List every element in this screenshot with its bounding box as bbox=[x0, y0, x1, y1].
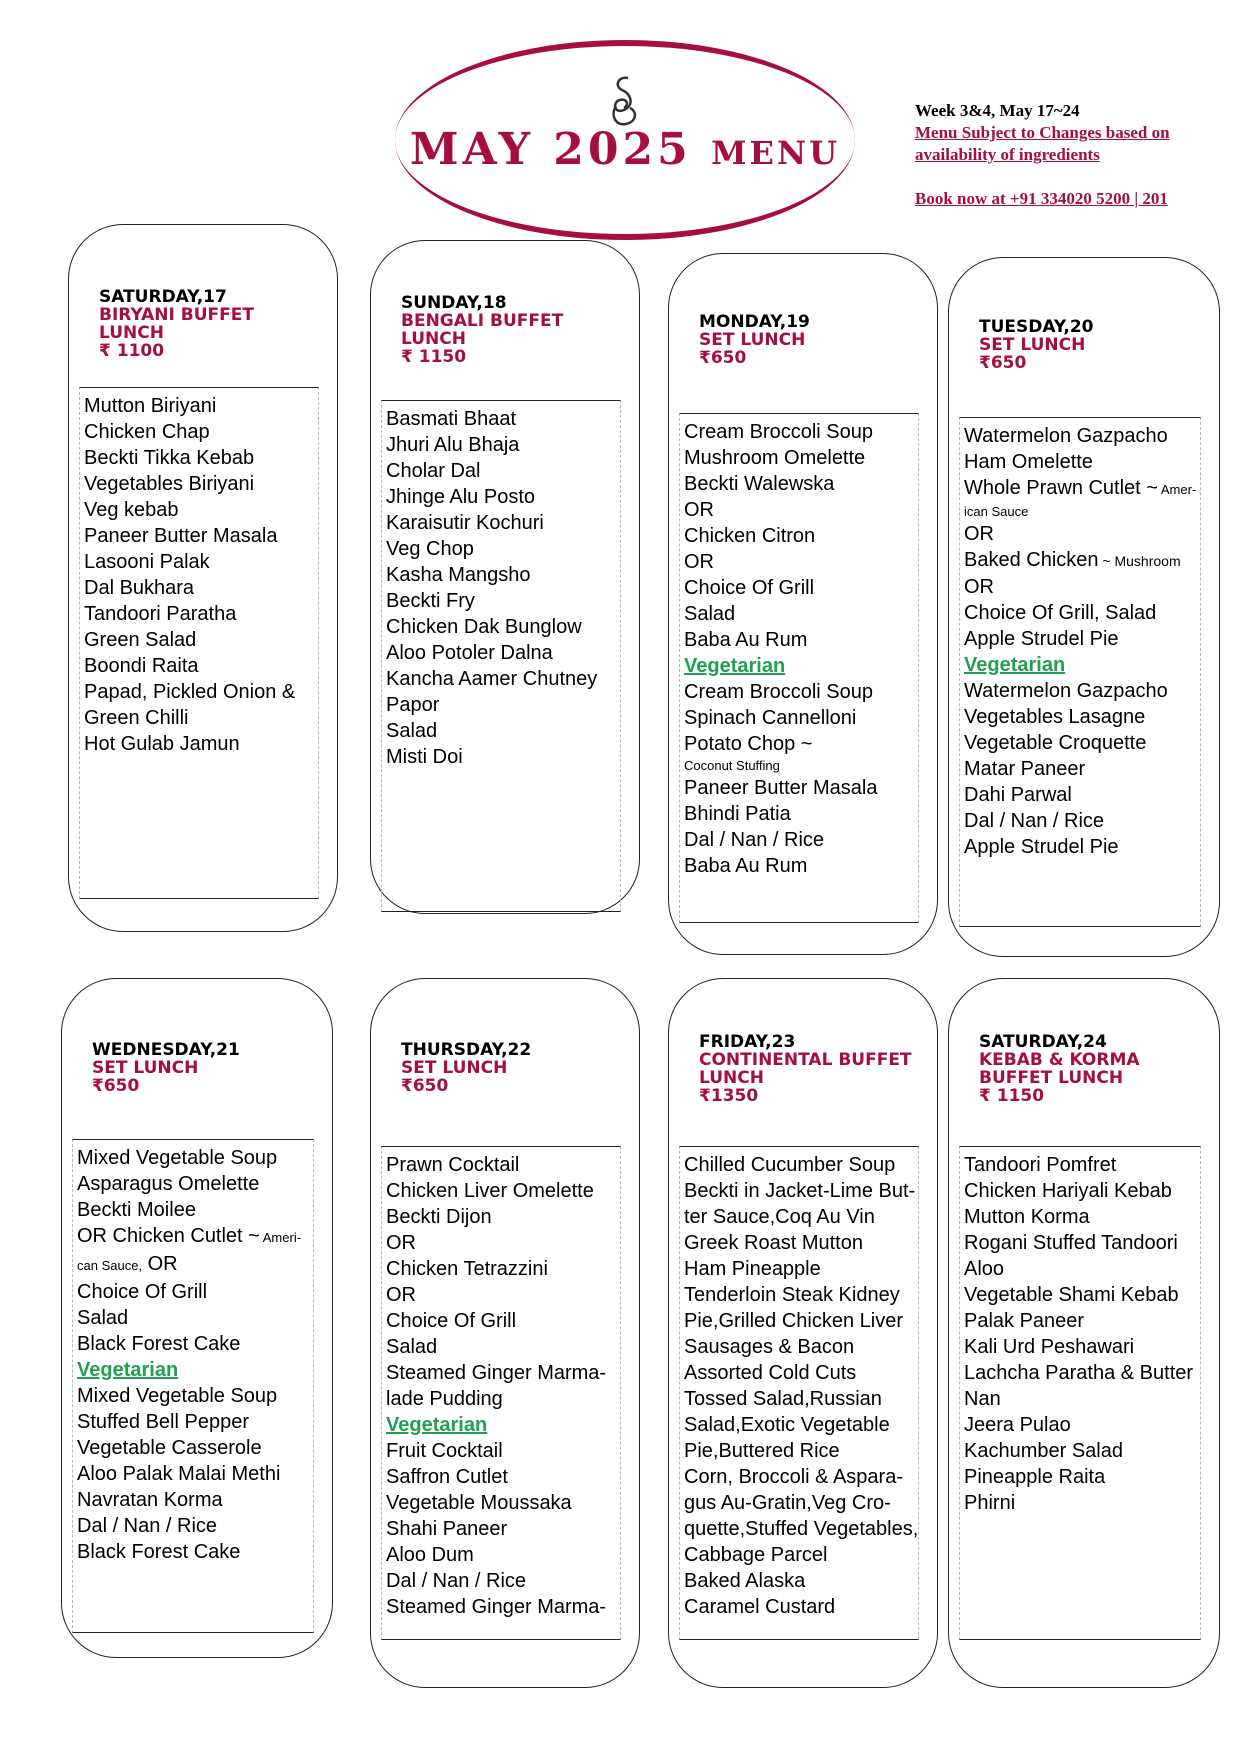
menu-item: Cream Broccoli Soup bbox=[684, 421, 873, 443]
menu-item: Jhinge Alu Posto bbox=[386, 486, 535, 508]
price: ₹650 bbox=[979, 353, 1027, 373]
menu-item: Salad bbox=[386, 720, 438, 742]
menu-item: Salad,Exotic Vegetable bbox=[684, 1414, 890, 1436]
menu-item: Vegetable Croquette bbox=[964, 732, 1147, 754]
price: ₹ 1150 bbox=[401, 347, 467, 367]
price: ₹1350 bbox=[699, 1086, 759, 1106]
menu-list bbox=[959, 1146, 1201, 1640]
menu-item: Ham Omelette bbox=[964, 451, 1093, 473]
menu-item: Chicken Dak Bunglow bbox=[386, 616, 582, 638]
menu-item: Chicken Tetrazzini bbox=[386, 1258, 548, 1280]
menu-item: ter Sauce,Coq Au Vin bbox=[684, 1206, 875, 1228]
page-title: MAY 2025 MENU bbox=[409, 124, 841, 175]
menu-item: Cholar Dal bbox=[386, 460, 481, 482]
menu-item: Tandoori Paratha bbox=[84, 603, 237, 625]
menu-item: Kancha Aamer Chutney bbox=[386, 668, 598, 690]
card-header bbox=[699, 313, 917, 367]
card-header bbox=[99, 288, 317, 360]
price: ₹ 1150 bbox=[979, 1086, 1045, 1106]
menu-item: Prawn Cocktail bbox=[386, 1154, 520, 1176]
vegetarian-heading: Vegetarian bbox=[386, 1414, 488, 1436]
menu-item: Beckti Moilee bbox=[77, 1199, 196, 1221]
vegetarian-heading: Vegetarian bbox=[964, 654, 1066, 676]
menu-item: Dal / Nan / Rice bbox=[77, 1515, 218, 1537]
menu-item: OR bbox=[964, 523, 994, 545]
day-card-tuesday-20 bbox=[948, 257, 1220, 957]
menu-item: Mushroom Omelette bbox=[684, 447, 866, 469]
price: ₹650 bbox=[92, 1076, 140, 1096]
menu-item: Dal / Nan / Rice bbox=[684, 829, 825, 851]
menu-item: Dal / Nan / Rice bbox=[964, 810, 1105, 832]
menu-item: Choice Of Grill bbox=[77, 1281, 208, 1303]
menu-item: Dahi Parwal bbox=[964, 784, 1072, 806]
day-label: FRIDAY,23 bbox=[699, 1032, 796, 1052]
menu-item: Beckti in Jacket-Lime But- bbox=[684, 1180, 916, 1202]
menu-item: Lasooni Palak bbox=[84, 551, 210, 573]
menu-item: Jhuri Alu Bhaja bbox=[386, 434, 520, 456]
menu-item: Choice Of Grill, Salad bbox=[964, 602, 1157, 624]
card-header bbox=[401, 294, 619, 366]
menu-item: Beckti Fry bbox=[386, 590, 475, 612]
menu-item: Assorted Cold Cuts bbox=[684, 1362, 857, 1384]
menu-item: Kachumber Salad bbox=[964, 1440, 1123, 1462]
header bbox=[0, 0, 1240, 260]
day-card-friday-23 bbox=[668, 978, 938, 1688]
menu-item: Pie,Buttered Rice bbox=[684, 1440, 840, 1462]
menu-item: OR bbox=[684, 499, 714, 521]
menu-item: Caramel Custard bbox=[684, 1596, 836, 1618]
menu-item-note: Coconut Stuffing bbox=[684, 758, 780, 773]
menu-item: OR bbox=[684, 551, 714, 573]
booking-link[interactable]: Book now at +91 334020 5200 | 201 bbox=[915, 189, 1168, 208]
menu-list bbox=[679, 1146, 919, 1640]
menu-item: Dal Bukhara bbox=[84, 577, 195, 599]
vegetarian-heading: Vegetarian bbox=[684, 655, 786, 677]
menu-item: Sausages & Bacon bbox=[684, 1336, 855, 1358]
menu-item: Kasha Mangsho bbox=[386, 564, 531, 586]
menu-item: Apple Strudel Pie bbox=[964, 628, 1119, 650]
menu-item: Karaisutir Kochuri bbox=[386, 512, 544, 534]
menu-list bbox=[679, 413, 919, 923]
menu-item: Watermelon Gazpacho bbox=[964, 680, 1168, 702]
day-label: SUNDAY,18 bbox=[401, 293, 507, 313]
meal-type: SET LUNCH bbox=[699, 330, 806, 350]
menu-item: Papad, Pickled Onion & bbox=[84, 681, 296, 703]
menu-item: Steamed Ginger Marma- bbox=[386, 1362, 607, 1384]
menu-item: Salad bbox=[684, 603, 736, 625]
card-header bbox=[979, 318, 1199, 372]
meal-type: SET LUNCH bbox=[92, 1058, 199, 1078]
menu-item: Green Salad bbox=[84, 629, 197, 651]
menu-item: Phirni bbox=[964, 1492, 1016, 1514]
menu-item: Chicken Citron bbox=[684, 525, 816, 547]
menu-item: Mutton Biriyani bbox=[84, 395, 217, 417]
day-label: THURSDAY,22 bbox=[401, 1040, 532, 1060]
menu-item: Saffron Cutlet bbox=[386, 1466, 508, 1488]
menu-item: Chicken Hariyali Kebab bbox=[964, 1180, 1172, 1202]
menu-item: Aloo Palak Malai Methi bbox=[77, 1463, 281, 1485]
menu-list bbox=[381, 400, 621, 912]
menu-list bbox=[959, 417, 1201, 927]
menu-item: Shahi Paneer bbox=[386, 1518, 508, 1540]
menu-item: Tandoori Pomfret bbox=[964, 1154, 1117, 1176]
menu-item: Lachcha Paratha & Butter bbox=[964, 1362, 1194, 1384]
day-card-monday-19 bbox=[668, 253, 938, 955]
menu-item: Spinach Cannelloni bbox=[684, 707, 857, 729]
menu-item: Potato Chop ~ bbox=[684, 733, 813, 755]
menu-item: Steamed Ginger Marma- bbox=[386, 1596, 607, 1618]
menu-item: Aloo Dum bbox=[386, 1544, 474, 1566]
menu-list bbox=[381, 1146, 621, 1640]
menu-item: Cabbage Parcel bbox=[684, 1544, 828, 1566]
menu-item: Jeera Pulao bbox=[964, 1414, 1071, 1436]
day-card-saturday-24 bbox=[948, 978, 1220, 1688]
menu-item: Black Forest Cake bbox=[77, 1541, 241, 1563]
meal-type: SET LUNCH bbox=[401, 1058, 508, 1078]
menu-item: Chicken Chap bbox=[84, 421, 210, 443]
day-card-thursday-22 bbox=[370, 978, 640, 1688]
day-card-sunday-18 bbox=[370, 240, 640, 914]
meal-type-2: BUFFET LUNCH bbox=[979, 1068, 1124, 1088]
menu-item: Whole Prawn Cutlet ~ Amer- bbox=[964, 477, 1197, 499]
meal-type: KEBAB & KORMA bbox=[979, 1050, 1140, 1070]
menu-item: Choice Of Grill bbox=[684, 577, 815, 599]
menu-item: Vegetable Moussaka bbox=[386, 1492, 572, 1514]
card-header bbox=[92, 1041, 312, 1095]
price: ₹ 1100 bbox=[99, 341, 165, 361]
menu-item: OR bbox=[386, 1232, 416, 1254]
menu-item: Greek Roast Mutton bbox=[684, 1232, 863, 1254]
menu-item: Baba Au Rum bbox=[684, 855, 808, 877]
menu-item: Hot Gulab Jamun bbox=[84, 733, 240, 755]
menu-item: Beckti Dijon bbox=[386, 1206, 492, 1228]
menu-item: Matar Paneer bbox=[964, 758, 1086, 780]
menu-item-note: ican Sauce bbox=[964, 504, 1029, 519]
meal-type: CONTINENTAL BUFFET bbox=[699, 1050, 912, 1070]
menu-item: Bhindi Patia bbox=[684, 803, 791, 825]
menu-item: Pie,Grilled Chicken Liver bbox=[684, 1310, 903, 1332]
menu-item: Veg kebab bbox=[84, 499, 179, 521]
card-header bbox=[699, 1033, 917, 1105]
price: ₹650 bbox=[401, 1076, 449, 1096]
menu-item: Mutton Korma bbox=[964, 1206, 1090, 1228]
menu-item: Vegetable Shami Kebab bbox=[964, 1284, 1179, 1306]
menu-list bbox=[79, 387, 319, 899]
menu-item: Ham Pineapple bbox=[684, 1258, 821, 1280]
menu-item: Dal / Nan / Rice bbox=[386, 1570, 527, 1592]
week-label: Week 3&4, May 17~24 bbox=[915, 101, 1080, 120]
menu-item: Tossed Salad,Russian bbox=[684, 1388, 882, 1410]
menu-item: Boondi Raita bbox=[84, 655, 199, 677]
menu-item: Black Forest Cake bbox=[77, 1333, 241, 1355]
menu-item: Papor bbox=[386, 694, 440, 716]
menu-item: Baba Au Rum bbox=[684, 629, 808, 651]
menu-item: Vegetable Casserole bbox=[77, 1437, 262, 1459]
day-card-saturday-17 bbox=[68, 224, 338, 932]
meal-type-2: LUNCH bbox=[401, 329, 466, 349]
day-label: WEDNESDAY,21 bbox=[92, 1040, 240, 1060]
menu-item: Misti Doi bbox=[386, 746, 463, 768]
menu-item: Watermelon Gazpacho bbox=[964, 425, 1168, 447]
menu-item: OR bbox=[386, 1284, 416, 1306]
vegetarian-heading: Vegetarian bbox=[77, 1359, 179, 1381]
card-header bbox=[401, 1041, 619, 1095]
menu-item: quette,Stuffed Vegetables, bbox=[684, 1518, 919, 1540]
menu-item: Vegetables Biriyani bbox=[84, 473, 255, 495]
menu-item: Vegetables Lasagne bbox=[964, 706, 1146, 728]
menu-item: Tenderloin Steak Kidney bbox=[684, 1284, 900, 1306]
day-label: SATURDAY,17 bbox=[99, 287, 227, 307]
menu-item: Aloo bbox=[964, 1258, 1005, 1280]
info-block bbox=[915, 100, 1240, 210]
menu-list bbox=[72, 1139, 314, 1633]
menu-item: Mixed Vegetable Soup bbox=[77, 1385, 278, 1407]
meal-type: BENGALI BUFFET bbox=[401, 311, 564, 331]
menu-item: Salad bbox=[77, 1307, 129, 1329]
price: ₹650 bbox=[699, 348, 747, 368]
day-card-wednesday-21 bbox=[61, 978, 333, 1658]
menu-item: Salad bbox=[386, 1336, 438, 1358]
menu-item: Aloo Potoler Dalna bbox=[386, 642, 553, 664]
menu-item: gus Au-Gratin,Veg Cro- bbox=[684, 1492, 891, 1514]
menu-item: Beckti Walewska bbox=[684, 473, 835, 495]
menu-item: Rogani Stuffed Tandoori bbox=[964, 1232, 1178, 1254]
menu-item: Paneer Butter Masala bbox=[684, 777, 878, 799]
menu-item: Palak Paneer bbox=[964, 1310, 1085, 1332]
menu-item: Pineapple Raita bbox=[964, 1466, 1106, 1488]
notice-line-2[interactable]: availability of ingredients bbox=[915, 145, 1100, 164]
menu-item: Apple Strudel Pie bbox=[964, 836, 1119, 858]
menu-item: lade Pudding bbox=[386, 1388, 503, 1410]
day-label: SATURDAY,24 bbox=[979, 1032, 1107, 1052]
menu-item: Baked Alaska bbox=[684, 1570, 806, 1592]
menu-item: Chilled Cucumber Soup bbox=[684, 1154, 896, 1176]
menu-item: Nan bbox=[964, 1388, 1001, 1410]
menu-item: Fruit Cocktail bbox=[386, 1440, 503, 1462]
notice-line-1[interactable]: Menu Subject to Changes based on bbox=[915, 123, 1170, 142]
day-label: TUESDAY,20 bbox=[979, 317, 1094, 337]
menu-item: Kali Urd Peshawari bbox=[964, 1336, 1135, 1358]
menu-item: Veg Chop bbox=[386, 538, 474, 560]
menu-item: Beckti Tikka Kebab bbox=[84, 447, 255, 469]
menu-item: Basmati Bhaat bbox=[386, 408, 517, 430]
meal-type: SET LUNCH bbox=[979, 335, 1086, 355]
card-header bbox=[979, 1033, 1199, 1105]
menu-item: OR bbox=[964, 576, 994, 598]
menu-item: Navratan Korma bbox=[77, 1489, 223, 1511]
menu-item: OR Chicken Cutlet ~ Ameri- bbox=[77, 1225, 302, 1247]
menu-item: Cream Broccoli Soup bbox=[684, 681, 873, 703]
swirl-logo-icon bbox=[606, 72, 642, 130]
menu-item: Green Chilli bbox=[84, 707, 189, 729]
meal-type-2: LUNCH bbox=[699, 1068, 764, 1088]
menu-item: can Sauce, OR bbox=[77, 1253, 178, 1275]
menu-item: Baked Chicken ~ Mushroom bbox=[964, 549, 1181, 571]
menu-item: Paneer Butter Masala bbox=[84, 525, 278, 547]
menu-item: Asparagus Omelette bbox=[77, 1173, 260, 1195]
menu-item: Stuffed Bell Pepper bbox=[77, 1411, 249, 1433]
meal-type: BIRYANI BUFFET LUNCH bbox=[99, 305, 254, 343]
menu-item: Mixed Vegetable Soup bbox=[77, 1147, 278, 1169]
day-label: MONDAY,19 bbox=[699, 312, 810, 332]
menu-item: Corn, Broccoli & Aspara- bbox=[684, 1466, 903, 1488]
menu-item: Choice Of Grill bbox=[386, 1310, 517, 1332]
menu-item: Chicken Liver Omelette bbox=[386, 1180, 594, 1202]
